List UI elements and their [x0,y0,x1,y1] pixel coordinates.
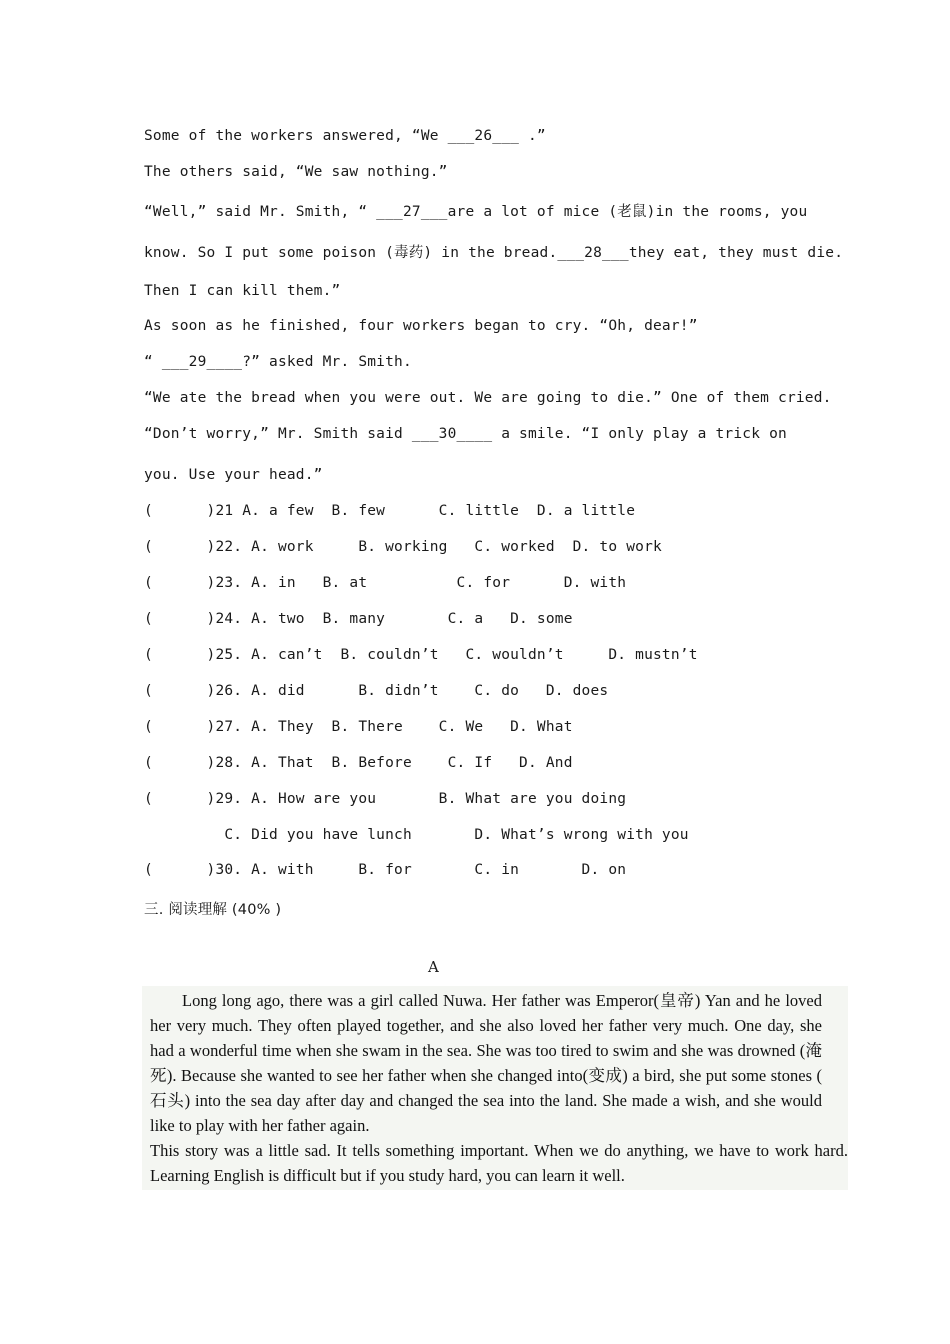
cloze-line: As soon as he finished, four workers began to cry. “Oh, dear!” [144,318,698,334]
cloze-line: know. So I put some poison (毒药) in the bread.___28___they eat, they must die. [144,245,844,261]
section-title: 三. 阅读理解 (40% ) [144,902,282,918]
cloze-line: The others said, “We saw nothing.” [144,164,448,180]
cloze-line: “Well,” said Mr. Smith, “ ___27___are a lot of mice (老鼠)in the rooms, you [144,204,808,220]
question-22: ( )22. A. work B. working C. worked D. to work [144,539,662,555]
question-29: ( )29. A. How are you B. What are you doing [144,791,627,807]
cloze-line: “ ___29____?” asked Mr. Smith. [144,354,412,370]
question-28: ( )28. A. That B. Before C. If D. And [144,755,573,771]
question-30: ( )30. A. with B. for C. in D. on [144,862,627,878]
passage-paragraph-1: Long long ago, there was a girl called Nuwa. Her father was Emperor(皇帝) Yan and he loved her very much. They often played together, and she also loved her father very much. One day, she had a wonderful time when she swam in the sea. She was too tired to swim and she was drowned (淹死). Because she wanted to see her father when she changed into(变成) a bird, she put some stones ( 石头) into the sea day after day and changed the sea into the land. She made a wish, and she would like to play with her father again. [150,991,822,1135]
cloze-line: Then I can kill them.” [144,283,341,299]
question-23: ( )23. A. in B. at C. for D. with [144,575,627,591]
question-21: ( )21 A. a few B. few C. little D. a little [144,503,636,519]
question-24: ( )24. A. two B. many C. a D. some [144,611,573,627]
passage-paragraph-2: This story was a little sad. It tells something important. When we do anything, we have to work hard. Learning English is difficult but if you study hard, you can learn it well. [150,1141,848,1185]
reading-passage [142,986,848,1190]
cloze-line: Some of the workers answered, “We ___26___ .” [144,128,546,144]
question-27: ( )27. A. They B. There C. We D. What [144,719,573,735]
question-25: ( )25. A. can’t B. couldn’t C. wouldn’t D. mustn’t [144,647,698,663]
question-29-cont: C. Did you have lunch D. What’s wrong with you [144,827,689,843]
cloze-line: “Don’t worry,” Mr. Smith said ___30____ a smile. “I only play a trick on [144,426,787,442]
question-26: ( )26. A. did B. didn’t C. do D. does [144,683,609,699]
cloze-line: “We ate the bread when you were out. We are going to die.” One of them cried. [144,390,832,406]
passage-label: A [428,958,439,976]
cloze-line: you. Use your head.” [144,467,323,483]
